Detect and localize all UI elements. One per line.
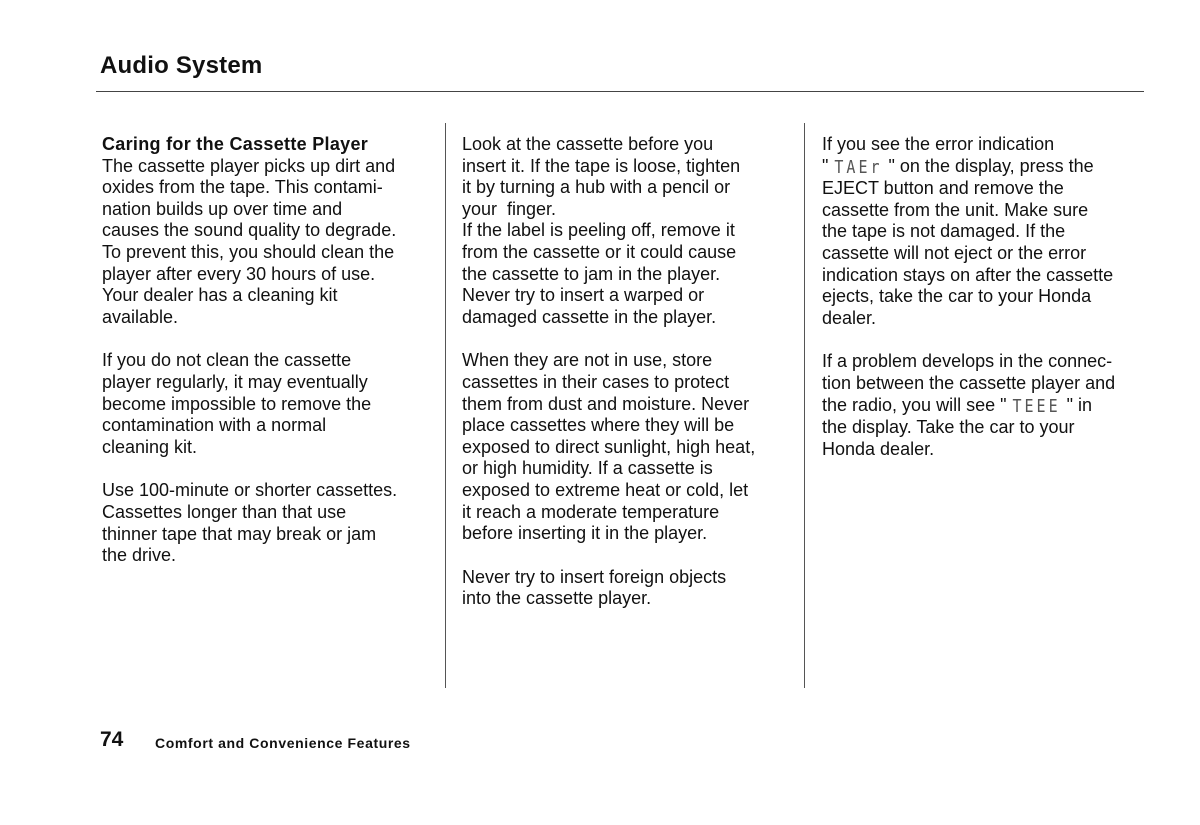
text-line: Honda dealer. <box>822 438 935 459</box>
text-line: become impossible to remove the <box>102 393 372 414</box>
text-line: Use 100-minute or shorter cassettes. <box>102 480 398 501</box>
text-line: tion between the cassette player and <box>822 372 1116 393</box>
column-divider <box>804 123 805 688</box>
text-line: insert it. If the tape is loose, tighten <box>462 155 741 176</box>
text-line: your finger. <box>462 198 557 219</box>
lcd-error-code: TEEE <box>1012 394 1061 417</box>
paragraph-inspect-cassette <box>462 134 797 328</box>
text-line: available. <box>102 306 179 327</box>
text-line: the drive. <box>102 545 177 566</box>
lcd-error-code: TAEr <box>834 155 883 178</box>
text-line: Look at the cassette before you <box>462 134 714 154</box>
paragraph-storage <box>462 350 797 544</box>
text-line: into the cassette player. <box>462 588 652 609</box>
paragraph-cleaning-intro <box>102 156 437 329</box>
text-line: exposed to extreme heat or cold, let <box>462 479 749 500</box>
text-line: thinner tape that may break or jam <box>102 523 377 544</box>
text-line: from the cassette or it could cause <box>462 241 737 262</box>
text-line: When they are not in use, store <box>462 350 713 371</box>
text-line: The cassette player picks up dirt and <box>102 155 396 176</box>
text-line: oxides from the tape. This contami- <box>102 177 383 198</box>
paragraph-cassette-length <box>102 480 437 566</box>
paragraph-connection-problem <box>822 351 1152 460</box>
text-line: If you do not clean the cassette <box>102 350 352 371</box>
text-line: cleaning kit. <box>102 436 198 457</box>
text-fragment: " in <box>1066 394 1093 415</box>
text-line: To prevent this, you should clean the <box>102 241 395 262</box>
text-line: the display. Take the car to your <box>822 417 1075 438</box>
paragraph-foreign-objects <box>462 567 797 610</box>
column-divider <box>445 123 446 688</box>
text-line: ejects, take the car to your Honda <box>822 286 1092 307</box>
text-line: it reach a moderate temperature <box>462 501 720 522</box>
text-line: damaged cassette in the player. <box>462 306 717 327</box>
page-number: 74 <box>100 728 124 751</box>
page-title: Audio System <box>100 52 263 79</box>
text-line: exposed to direct sunlight, high heat, <box>462 436 756 457</box>
text-line: If you see the error indication <box>822 134 1055 154</box>
column-3 <box>822 134 1152 460</box>
text-line: contamination with a normal <box>102 415 327 436</box>
quote-mark: " <box>822 155 829 176</box>
text-line: Your dealer has a cleaning kit <box>102 285 338 306</box>
section-heading: Caring for the Cassette Player <box>102 134 369 154</box>
text-line: dealer. <box>822 307 877 328</box>
text-line: nation builds up over time and <box>102 198 343 219</box>
text-line: it by turning a hub with a pencil or <box>462 177 731 198</box>
text-line: before inserting it in the player. <box>462 523 708 544</box>
text-line: If a problem develops in the connec- <box>822 351 1113 372</box>
column-1 <box>102 134 437 567</box>
text-line: player regularly, it may eventually <box>102 371 368 392</box>
text-line: cassette will not eject or the error <box>822 242 1087 263</box>
text-line: cassettes in their cases to protect <box>462 371 730 392</box>
text-line: causes the sound quality to degrade. <box>102 220 397 241</box>
text-fragment: the radio, you will see " <box>822 394 1007 415</box>
text-fragment: " on the display, press the <box>888 155 1094 176</box>
text-line: or high humidity. If a cassette is <box>462 458 713 479</box>
text-line: place cassettes where they will be <box>462 415 735 436</box>
text-line: the cassette to jam in the player. <box>462 263 721 284</box>
text-line: Cassettes longer than that use <box>102 501 347 522</box>
text-line: indication stays on after the cassette <box>822 264 1114 285</box>
text-line: the tape is not damaged. If the <box>822 221 1066 242</box>
text-line: them from dust and moisture. Never <box>462 393 750 414</box>
text-line: Never try to insert foreign objects <box>462 566 727 587</box>
text-line: If the label is peeling off, remove it <box>462 220 735 241</box>
text-line: Never try to insert a warped or <box>462 285 705 306</box>
title-divider <box>96 91 1144 92</box>
text-line <box>822 156 1152 179</box>
text-line: player after every 30 hours of use. <box>102 263 376 284</box>
footer-section-title: Comfort and Convenience Features <box>155 735 411 751</box>
text-line: cassette from the unit. Make sure <box>822 199 1089 220</box>
text-line <box>822 395 1152 418</box>
text-line: EJECT button and remove the <box>822 178 1064 199</box>
paragraph-error-indication <box>822 134 1152 329</box>
paragraph-clean-regularly <box>102 350 437 458</box>
column-2 <box>462 134 797 610</box>
